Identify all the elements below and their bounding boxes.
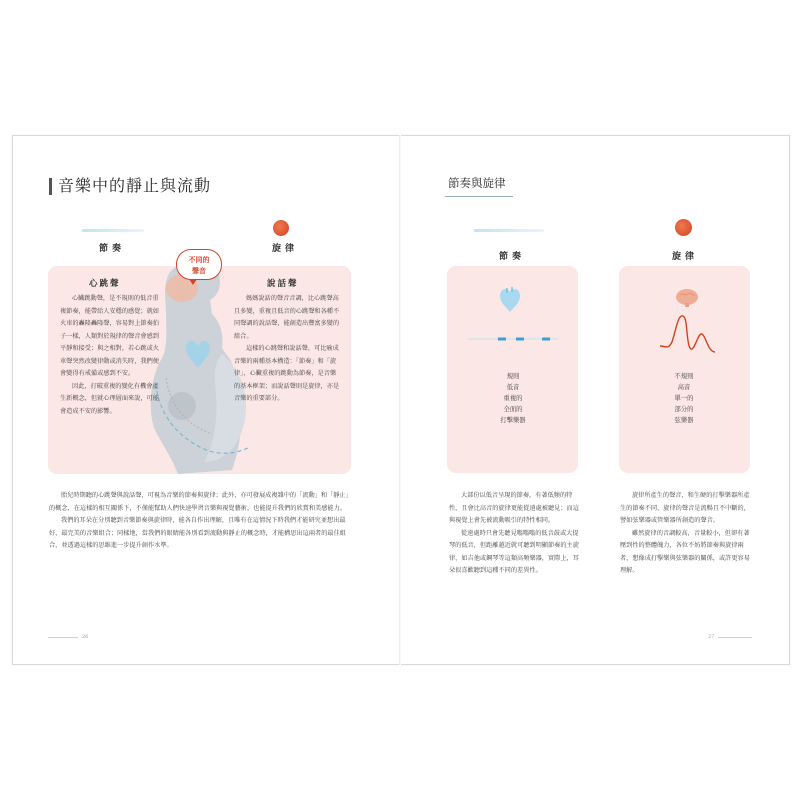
melody-wave-line [660,312,715,358]
rhythm-paragraph: 從遠處時只會先聽見嗡嗡嗡的低音鼓或大提琴的低音，但距離越近就可聽到明顯節奏的主旋律，如吉他或鋼琴等這類高頻樂器，實際上，耳朵很喜歡聽到這種不同的差異性。 [449,529,579,574]
speech-subtitle: 說話聲 [267,279,299,289]
right-melody-heading: 旋律 [672,252,699,262]
bubble-line-1: 不同的 [188,255,210,264]
melody-keyword: 高音 [677,384,691,391]
rhythm-paragraph: 大部份以低音呈現的節奏，有著低頻的特性，且會比高音的旋律更能從遠處被聽見；而這與視覺上會先被流動吸引的特性相同。 [449,492,579,524]
rhythm-keywords [483,371,543,426]
left-page-footer-line [48,637,78,638]
heartbeat-text [60,293,160,418]
melody-paragraph: 旋律所產生的聲音，和生硬的打擊樂器所產生的節奏不同，旋律的聲音是流暢且不中斷的，譬如弦樂器或管樂器所創造的聲音。 [620,492,750,524]
melody-dot [273,220,289,236]
speech-paragraph: 媽媽說話的聲音音調，比心跳聲高且多變，重複且低音的心跳聲和各種不同聲調的說話聲，能創造出豐富多變的組合。 [234,295,340,340]
left-page-title: 音樂中的靜止與流動 [58,176,212,195]
rhythm-keyword: 重複的 [503,395,523,402]
rhythm-keyword: 規則 [506,373,520,380]
body-paragraph: 我們的耳朵在分別聽到音樂節奏與旋律時，能各自作出理解，且唯有在這情況下時我們才能研究並想出最好、最完美的音樂組合；同樣地，當我們的眼睛能各別看到流動與靜止的概念時，才能構思出這兩者的最佳組合，並透過這樣的思維進一步提升創作水準。 [49,517,346,549]
book-gutter [399,135,401,665]
right-page-footer-line [718,637,752,638]
heartbeat-paragraph: 心臟跳動聲，是不規則的低音重複節奏，能帶給人安穩的感覺；就如火車的轟隆轟隆聲，容易對上節奏拍子一樣，人類對於規律的聲音會感到平靜和接受；與之相對，若心跳或火車聲突然改變律動或消失時，我們便會變得有戒備或感到不安。 [60,295,159,377]
right-melody-dot [675,219,692,236]
melody-keyword: 部分的 [674,406,694,413]
melody-paragraph: 雖然旋律的音調較高，音量較小，但卻有著壓到性的整體魄力，各位不妨將節奏與旋律兩者，想像成打擊樂與弦樂器的關係，或許更容易理解。 [620,529,750,574]
bubble-line-2: 聲音 [192,266,206,275]
rhythm-brush-stroke [82,229,144,232]
rhythm-keyword: 全面的 [503,406,523,413]
right-rhythm-brush-stroke [474,229,544,232]
heart-icon [498,286,522,314]
body-paragraph: 胎兒時期聽的心跳聲與說話聲，可視為音樂的節奏與旋律；此外，亦可發展成複雜中的「流動」和「靜止」的概念，在這樣的相互關係下，不僅能幫助人們快速學習音樂與視覺藝術，也能提升我們的欣賞和美感能力。 [49,492,352,512]
rhythm-body-text [449,490,581,578]
melody-keyword: 不規則 [674,373,694,380]
heartbeat-paragraph: 因此，打破重複的變化有機會產生新概念，但就心理層面來說，可能會造成不安的影響。 [60,382,159,415]
left-page-number: 26 [82,634,89,640]
left-melody-heading: 旋律 [272,244,299,254]
rhythm-keyword: 打擊樂器 [500,417,526,424]
left-body-text [49,490,355,553]
heartbeat-subtitle: 心跳聲 [89,279,121,289]
different-sounds-bubble [176,249,222,280]
melody-keywords [654,371,714,426]
rhythm-pulse-line [468,335,558,343]
title-accent-bar [49,178,52,195]
speech-paragraph: 這樣的心跳聲和說話聲，可比喻成音樂的兩種基本構造：「節奏」和「旋律」，心臟重複的跳動為節奏，是音樂的基本框架；而說話聲則是旋律，亦是音樂的重要部分。 [234,345,340,402]
brain-icon [675,288,699,308]
speech-text [234,293,340,406]
right-title-underline [445,196,513,197]
left-rhythm-heading: 節奏 [99,244,126,254]
right-page-title: 節奏與旋律 [448,176,506,190]
right-page-number: 27 [708,634,715,640]
melody-keyword: 單一的 [674,395,694,402]
rhythm-keyword: 低音 [506,384,520,391]
melody-body-text [620,490,754,578]
right-rhythm-heading: 節奏 [499,252,526,262]
melody-keyword: 弦樂器 [674,417,694,424]
